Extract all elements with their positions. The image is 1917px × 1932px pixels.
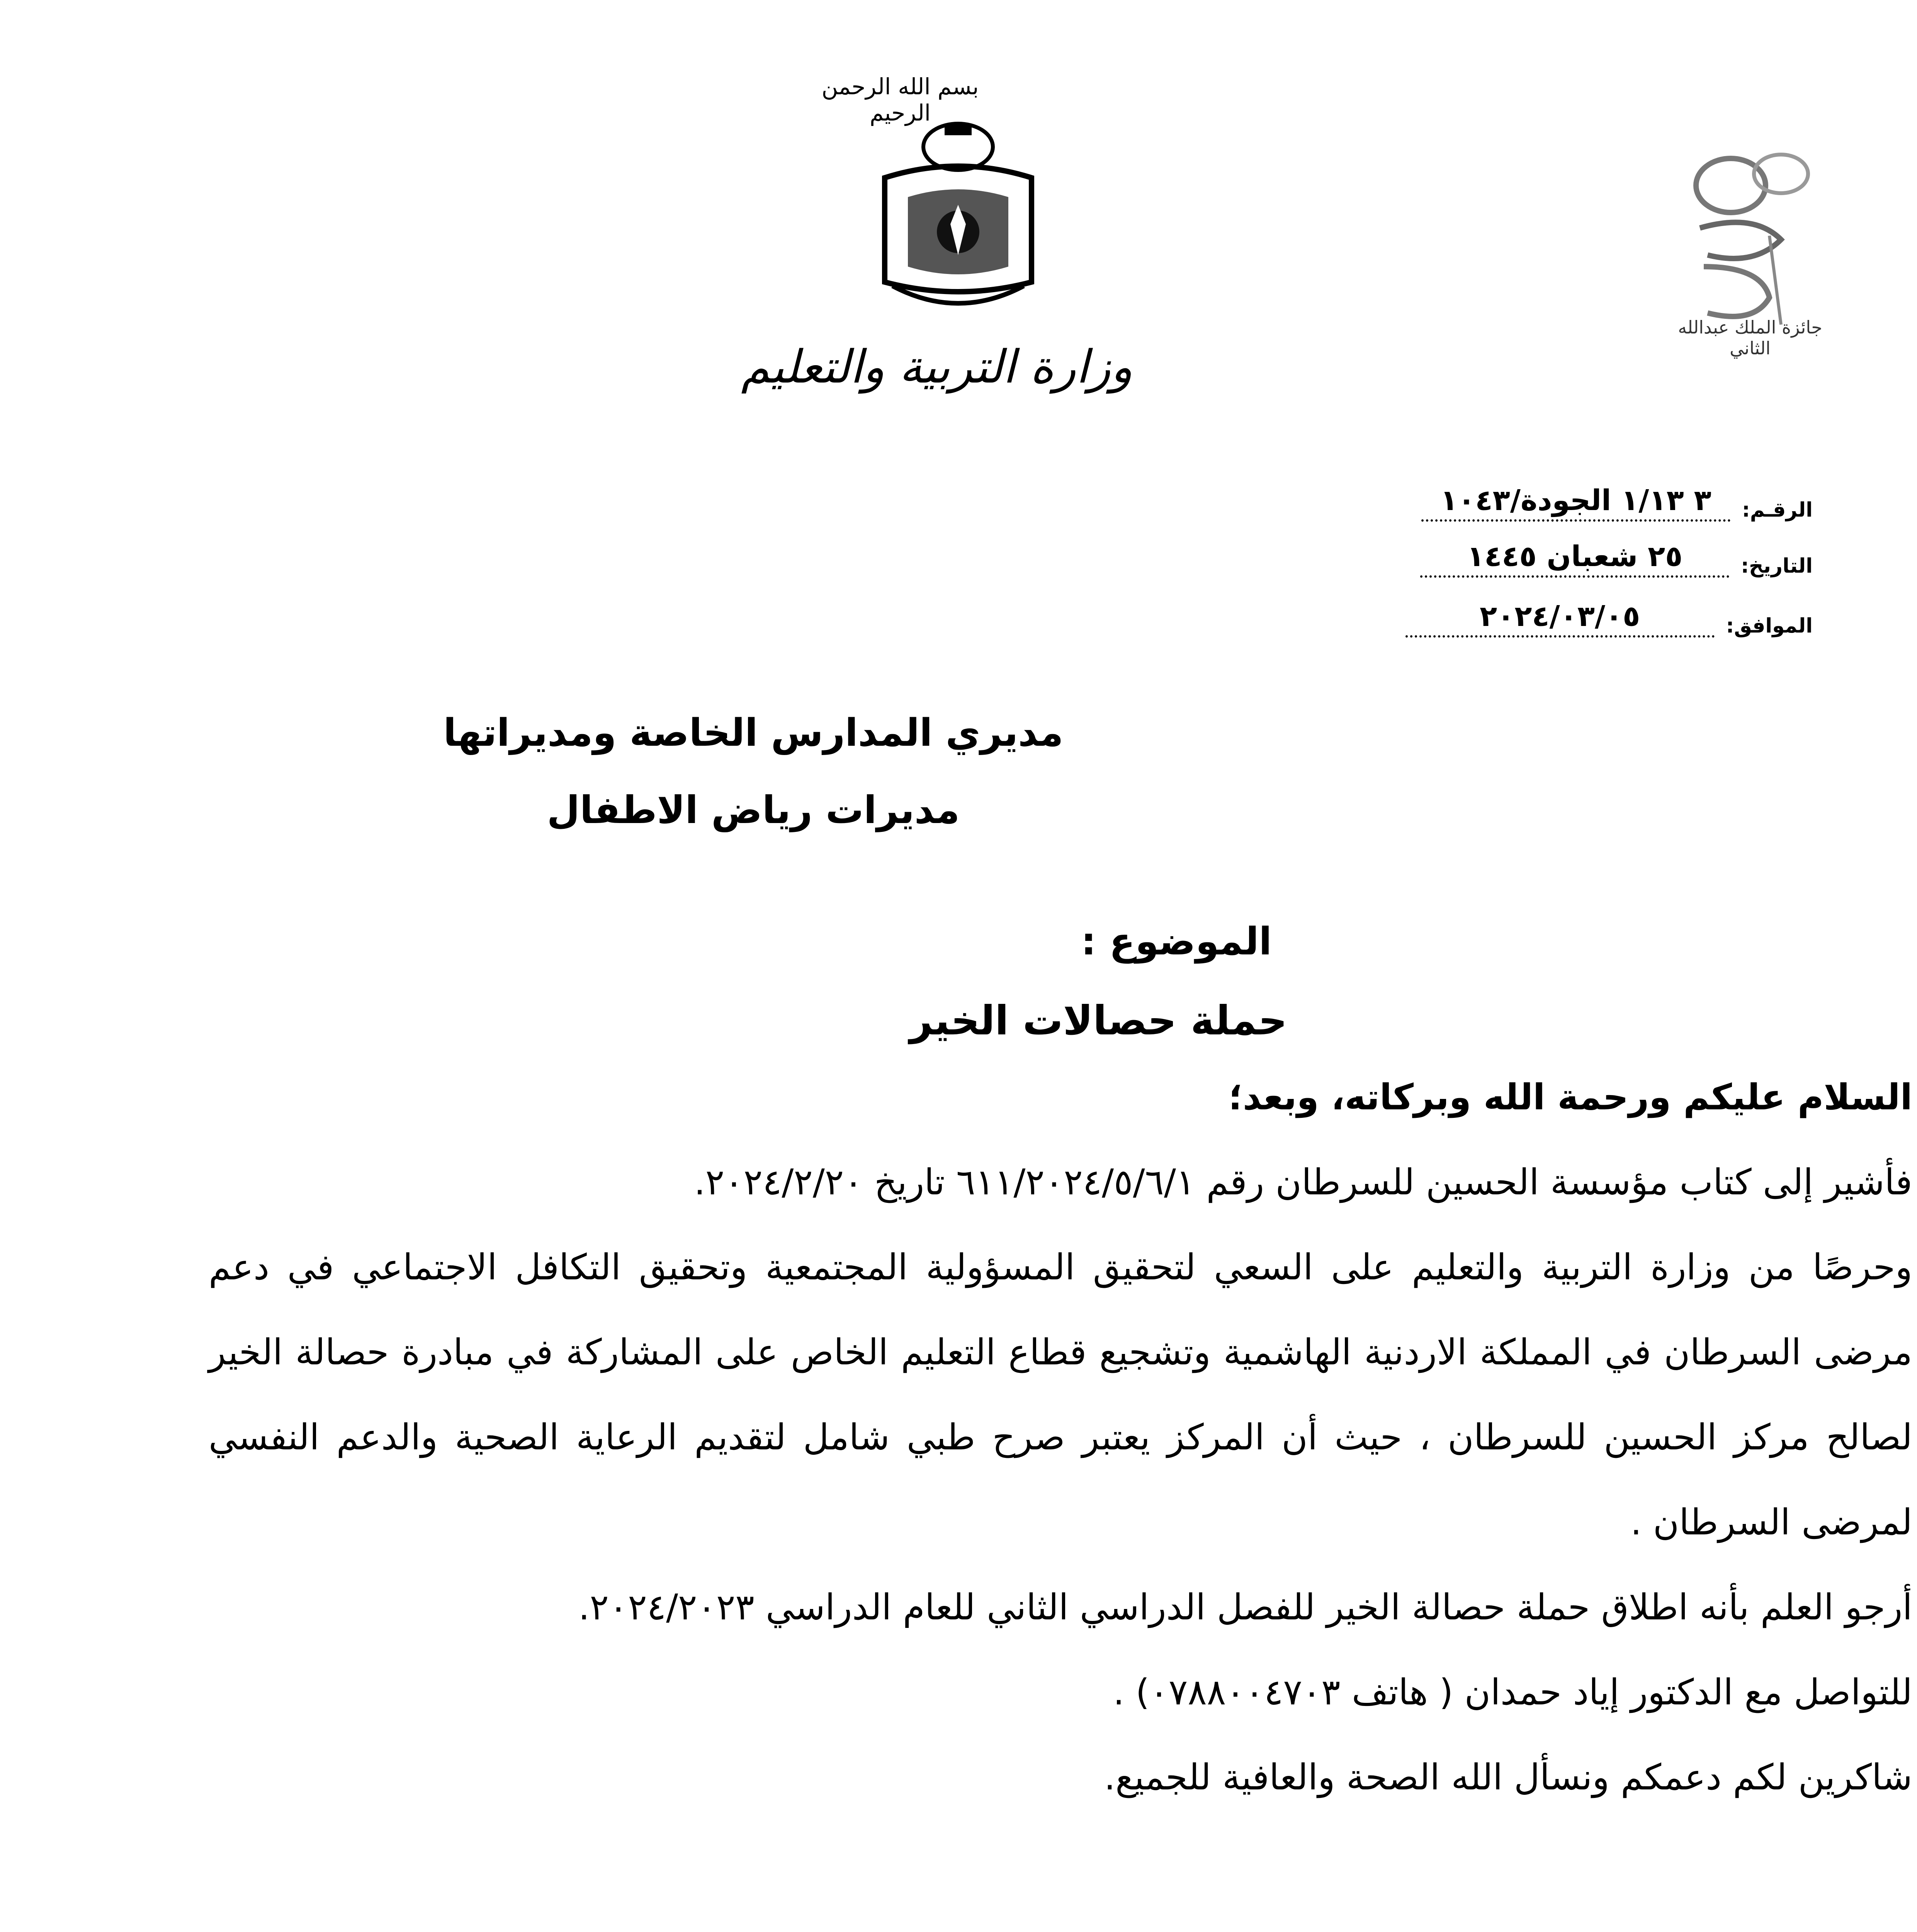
quality-award-caption: جائزة الملك عبدالله الثاني xyxy=(1678,317,1822,359)
reference-corresponding-value: ٢٠٢٤/٠٣/٠٥ xyxy=(1405,600,1715,638)
jordan-coat-of-arms-icon xyxy=(862,120,1055,321)
body-paragraph-3: أرجو العلم بأنه اطلاق حملة حصالة الخير للفصل الدراسي الثاني للعام الدراسي ٢٠٢٤/٢٠٢٣. xyxy=(578,1587,1912,1628)
reference-corresponding-row xyxy=(1405,591,1813,638)
subject-label: الموضوع : xyxy=(1081,920,1272,964)
reference-number-value: ٣ ١/١٣ الجودة/١٠٤٣ xyxy=(1421,484,1730,522)
body-paragraph-1: فأشير إلى كتاب مؤسسة الحسين للسرطان رقم ٦١١/٢٠٢٤/٥/٦/١ تاريخ ٢٠٢٤/٢/٢٠. xyxy=(694,1162,1912,1203)
ministry-name: وزارة التربية والتعليم xyxy=(741,340,1133,393)
reference-number-row xyxy=(1421,475,1813,522)
recipient-line-2: مديرات رياض الاطفال xyxy=(547,788,960,832)
body-paragraph-5: شاكرين لكم دعمكم ونسأل الله الصحة والعافية للجميع. xyxy=(1104,1757,1912,1798)
basmala: بسم الله الرحمن الرحيم xyxy=(821,73,979,126)
subject-text: حملة حصالات الخير xyxy=(909,997,1287,1044)
greeting: السلام عليكم ورحمة الله وبركاته، وبعد؛ xyxy=(1229,1077,1912,1118)
reference-number-label: الرقـم: xyxy=(1742,498,1813,522)
letter-body xyxy=(209,1055,1912,1820)
recipient-line-1: مديري المدارس الخاصة ومديراتها xyxy=(443,711,1064,755)
body-paragraph-2: وحرصًا من وزارة التربية والتعليم على السعي لتحقيق المسؤولية المجتمعية وتحقيق التكافل الاجتماعي في دعم مرضى السرطان في المملكة الاردنية الهاشمية وتشجيع قطاع التعليم الخاص على المشاركة في مبادرة حصالة الخير لصالح مركز الحسين للسرطان ، حيث أن المركز يعتبر صرح طبي شامل لتقديم الرعاية الصحية والدعم النفسي لمرضى السرطان . xyxy=(209,1247,1912,1543)
reference-corresponding-label: الموافق: xyxy=(1726,614,1813,638)
reference-date-value: ٢٥ شعبان ١٤٤٥ xyxy=(1420,540,1729,578)
reference-date-label: التاريخ: xyxy=(1741,554,1813,578)
body-paragraph-4: للتواصل مع الدكتور إياد حمدان ( هاتف ٠٧٨٨٠٠٤٧٠٣) . xyxy=(1113,1672,1912,1713)
reference-date-row xyxy=(1420,531,1813,578)
